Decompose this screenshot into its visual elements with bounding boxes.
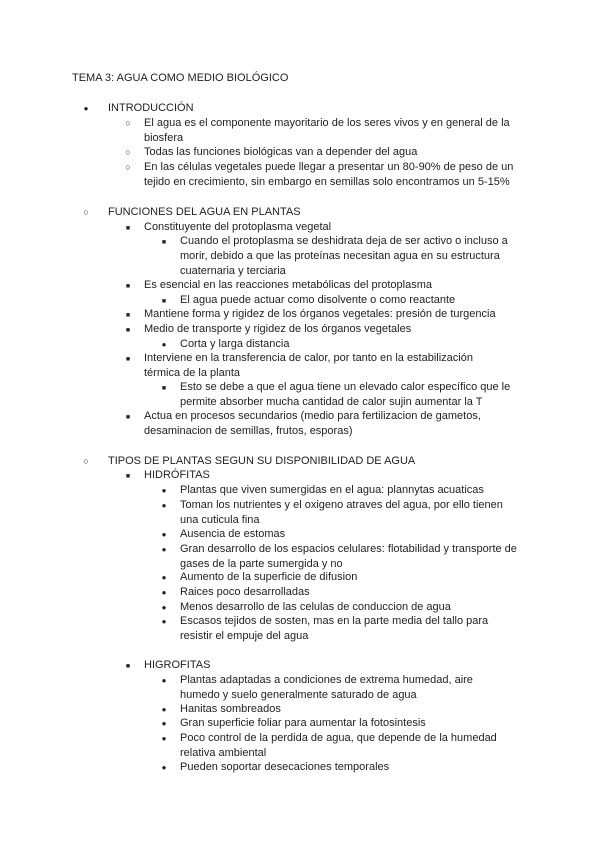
- list-item-text: Pueden soportar desecaciones temporales: [180, 761, 390, 773]
- bullet-square-icon: [122, 322, 134, 339]
- bullet-dot-icon: [158, 542, 170, 558]
- list-item-text: Hanitas sombreados: [180, 703, 281, 715]
- list-item-text: Mantiene forma y rigidez de los órganos vegetales: presión de turgencia: [144, 308, 496, 320]
- list-item-text: Plantas adaptadas a condiciones de extrema humedad, aire humedo y suelo generalmente saturado de agua: [180, 674, 473, 701]
- list-item-text: Actua en procesos secundarios (medio para fertilizacion de gametos, desaminacion de semillas, frutos, esporas): [144, 410, 481, 437]
- bullet-square-icon: [122, 351, 134, 368]
- document-title: TEMA 3: AGUA COMO MEDIO BIOLÓGICO: [72, 72, 289, 84]
- bullet-dot-icon: [158, 760, 170, 776]
- bullet-dot-icon: [158, 585, 170, 601]
- list-item-text: HIDRÓFITAS: [144, 469, 210, 481]
- bullet-circle-icon: [122, 145, 134, 160]
- bullet-dot-icon: [158, 498, 170, 514]
- bullet-dot-icon: [158, 483, 170, 499]
- bullet-square-icon: [158, 380, 170, 397]
- bullet-dot-icon: [80, 101, 92, 117]
- list-item-text: Escasos tejidos de sosten, mas en la parte media del tallo para resistir el empuje del agua: [180, 615, 489, 642]
- list-item-text: Gran desarrollo de los espacios celulares: flotabilidad y transporte de gases de la parte sumergida y no: [180, 543, 517, 570]
- list-item-text: Plantas que viven sumergidas en el agua: plannytas acuaticas: [180, 484, 484, 496]
- bullet-circle-icon: [122, 116, 134, 131]
- bullet-square-icon: [122, 220, 134, 237]
- list-item-text: Gran superficie foliar para aumentar la fotosintesis: [180, 717, 426, 729]
- list-item-text: TIPOS DE PLANTAS SEGUN SU DISPONIBILIDAD DE AGUA: [108, 455, 416, 467]
- list-item-text: Toman los nutrientes y el oxigeno atraves del agua, por ello tienen una cuticula fina: [180, 499, 503, 526]
- bullet-dot-icon: [158, 716, 170, 732]
- list-item-text: El agua puede actuar como disolvente o como reactante: [180, 294, 456, 306]
- list-item-text: Constituyente del protoplasma vegetal: [144, 221, 332, 233]
- list-item-text: FUNCIONES DEL AGUA EN PLANTAS: [108, 206, 301, 218]
- bullet-circle-icon: [122, 160, 134, 175]
- list-item-text: HIGROFITAS: [144, 659, 211, 671]
- bullet-dot-icon: [158, 614, 170, 630]
- bullet-dot-icon: [158, 673, 170, 689]
- bullet-square-icon: [122, 278, 134, 295]
- list-item-text: Medio de transporte y rigidez de los órganos vegetales: [144, 323, 412, 335]
- list-item-text: Poco control de la perdida de agua, que depende de la humedad relativa ambiental: [180, 732, 497, 759]
- list-item-text: Ausencia de estomas: [180, 528, 286, 540]
- list-item-text: Aumento de la superficie de difusion: [180, 571, 358, 583]
- bullet-square-icon: [158, 234, 170, 251]
- list-item-text: Esto se debe a que el agua tiene un elevado calor específico que le permite absorber mucha cantidad de calor sujin aumentar la T: [180, 381, 511, 408]
- list-item-text: INTRODUCCIÓN: [108, 102, 194, 114]
- bullet-square-icon: [122, 658, 134, 675]
- bullet-circle-icon: [80, 454, 92, 469]
- bullet-dot-icon: [158, 570, 170, 586]
- list-item-text: Cuando el protoplasma se deshidrata deja de ser activo o incluso a morir, debido a que las proteínas necesitan agua en su estructura cuaternaria y terciaria: [180, 235, 508, 277]
- bullet-dot-icon: [158, 527, 170, 543]
- bullet-square-icon: [122, 409, 134, 426]
- list-item-text: Menos desarrollo de las celulas de conduccion de agua: [180, 601, 451, 613]
- list-item-text: Raices poco desarrolladas: [180, 586, 310, 598]
- list-item-text: El agua es el componente mayoritario de los seres vivos y en general de la biosfera: [144, 117, 510, 144]
- bullet-dot-icon: [158, 731, 170, 747]
- list-item-text: En las células vegetales puede llegar a presentar un 80-90% de peso de un tejido en crecimiento, sin embargo en semillas solo encontramos un 5-15%: [144, 161, 514, 188]
- list-item-text: Interviene en la transferencia de calor, por tanto en la estabilización térmica de la planta: [144, 352, 473, 379]
- list-item-text: Corta y larga distancia: [180, 338, 290, 350]
- list-item-text: Es esencial en las reacciones metabólicas del protoplasma: [144, 279, 432, 291]
- list-item-text: Todas las funciones biológicas van a depender del agua: [144, 146, 418, 158]
- bullet-circle-icon: [80, 205, 92, 220]
- bullet-square-icon: [122, 468, 134, 485]
